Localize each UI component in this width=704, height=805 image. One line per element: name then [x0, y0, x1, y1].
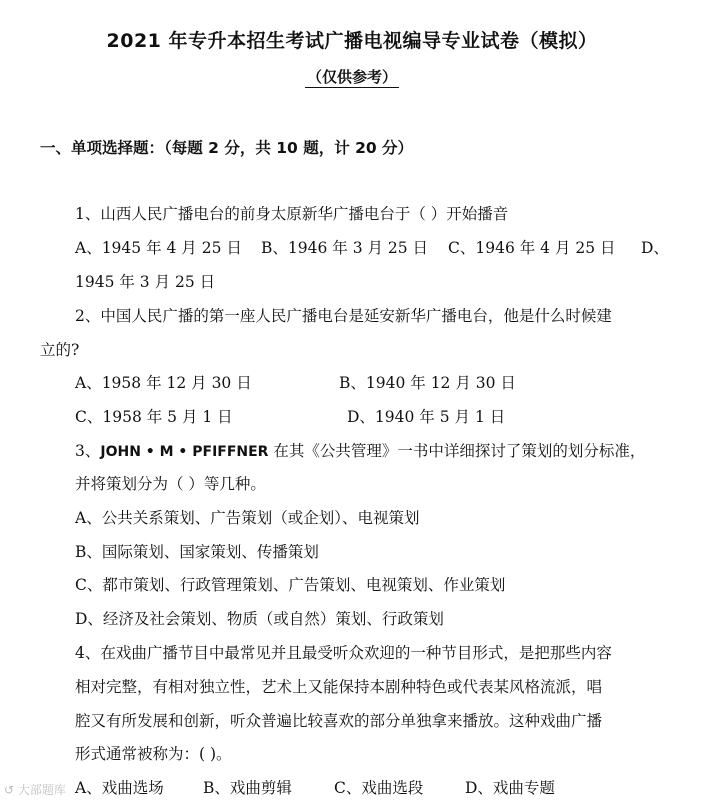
- question-4-option-c: C、戏曲选段: [334, 779, 424, 797]
- subtitle-text: （仅供参考）: [306, 68, 397, 86]
- question-4-option-b: B、戏曲剪辑: [203, 779, 292, 797]
- question-2-option-b: B、1940 年 12 月 30 日: [339, 374, 516, 392]
- question-2-option-c: C、1958 年 5 月 1 日: [75, 408, 233, 426]
- question-3-number: 3、: [75, 442, 101, 460]
- question-2-stem-line-1: 2、中国人民广播的第一座人民广播电台是延安新华广播电台，他是什么时候建: [75, 307, 612, 325]
- question-3-option-a: A、公共关系策划、广告策划（或企划）、电视策划: [75, 509, 420, 527]
- watermark: [4, 781, 66, 798]
- question-1-option-d-label: D、: [641, 239, 669, 257]
- question-3-stem-line-1: [75, 441, 645, 462]
- question-4-option-d: D、戏曲专题: [465, 779, 555, 797]
- question-2-option-d: D、1940 年 5 月 1 日: [347, 408, 506, 426]
- exam-subtitle: [0, 66, 704, 87]
- question-4-stem-line-2: 相对完整，有相对独立性，艺术上又能保持本剧种特色或代表某风格流派，唱: [75, 678, 603, 696]
- question-3-option-b: B、国际策划、国家策划、传播策划: [75, 543, 319, 561]
- question-2-stem-line-2: 立的?: [40, 341, 80, 359]
- watermark-icon: ↺: [4, 783, 18, 797]
- section-heading: 一、单项选择题：（每题 2 分，共 10 题，计 20 分）: [40, 139, 414, 157]
- question-3-stem-line-2: 并将策划分为（ ）等几种。: [75, 475, 266, 493]
- question-1-stem: 1、山西人民广播电台的前身太原新华广播电台于（ ）开始播音: [75, 205, 509, 223]
- question-4-stem-line-3: 腔又有所发展和创新，听众普遍比较喜欢的部分单独拿来播放。这种戏曲广播: [75, 712, 603, 730]
- question-1-option-b: B、1946 年 3 月 25 日: [261, 239, 429, 257]
- question-3-option-d: D、经济及社会策划、物质（或自然）策划、行政策划: [75, 610, 444, 628]
- question-1-option-a: A、1945 年 4 月 25 日: [75, 239, 242, 257]
- question-2-option-a: A、1958 年 12 月 30 日: [75, 374, 252, 392]
- question-4-stem-line-1: 4、在戏曲广播节目中最常见并且最受听众欢迎的一种节目形式，是把那些内容: [75, 644, 612, 662]
- exam-title: 2021 年专升本招生考试广播电视编导专业试卷（模拟）: [106, 30, 598, 52]
- question-4-option-a: A、戏曲选场: [75, 779, 164, 797]
- question-3-stem-rest: 在其《公共管理》一书中详细探讨了策划的划分标准，: [268, 442, 646, 460]
- question-4-stem-line-4: 形式通常被称为：( )。: [75, 745, 232, 763]
- question-3-option-c: C、都市策划、行政管理策划、广告策划、电视策划、作业策划: [75, 576, 506, 594]
- question-1-option-c: C、1946 年 4 月 25 日: [448, 239, 616, 257]
- question-1-option-d: 1945 年 3 月 25 日: [75, 273, 216, 291]
- question-3-author: JOHN • M • PFIFFNER: [100, 444, 269, 460]
- watermark-text: 大部题库: [17, 783, 66, 797]
